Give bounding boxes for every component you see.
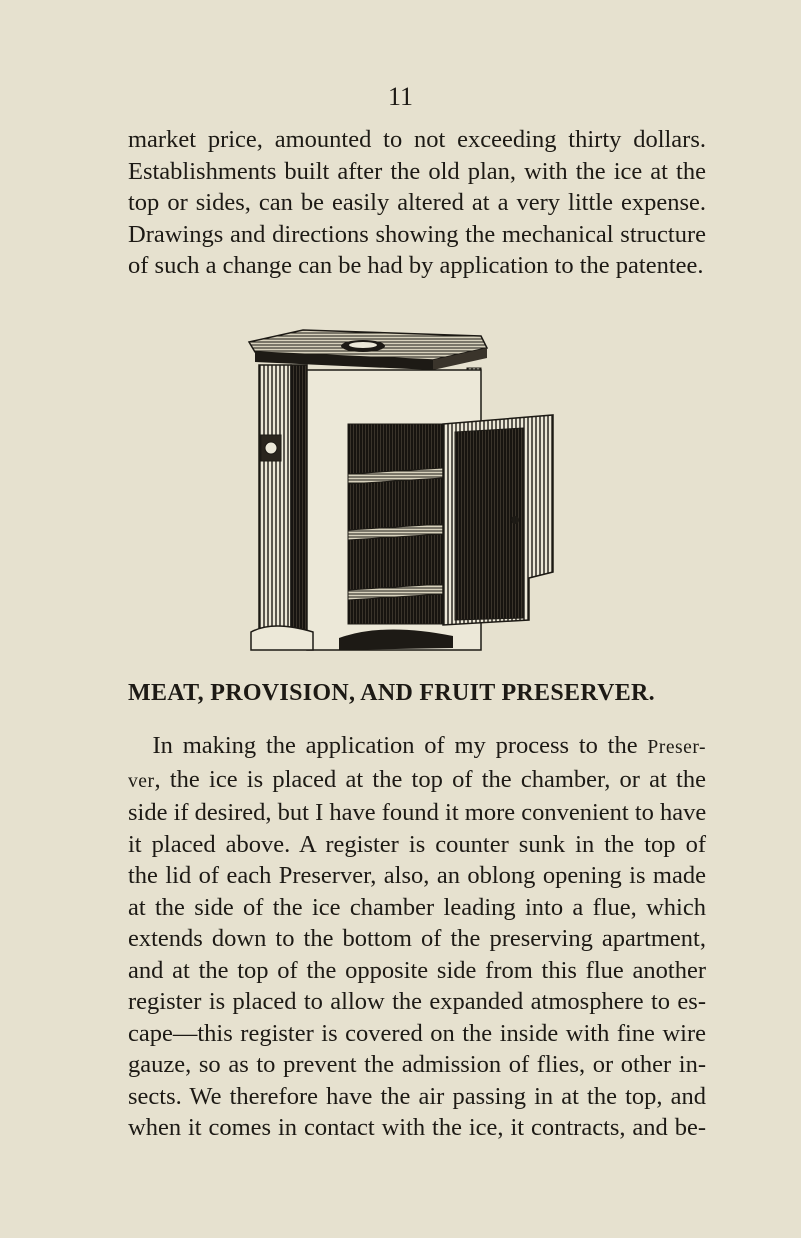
section-heading: MEAT, PROVISION, AND FRUIT PRESERVER. xyxy=(128,680,655,706)
small-caps-word: Preser- xyxy=(647,737,706,758)
text-fragment: In making the application of my process to the xyxy=(152,732,648,759)
text-line: register is placed to allow the expanded atmosphere to es- xyxy=(128,988,706,1015)
open-door xyxy=(443,415,553,625)
preserver-cabinet-illustration xyxy=(243,320,559,665)
small-caps-word: ver xyxy=(128,770,155,792)
text-line: cape—this register is covered on the inside with fine wire xyxy=(128,1019,706,1047)
cabinet-lid xyxy=(249,330,487,370)
preserver-paragraph xyxy=(128,730,706,1144)
text-line: extends down to the bottom of the preserving apartment, xyxy=(128,925,706,952)
text-line: market price, amounted to not exceeding thirty dollars. xyxy=(128,126,706,153)
text-line: it placed above. A register is counter sunk in the top of xyxy=(128,830,706,858)
text-line xyxy=(128,730,706,764)
text-fragment: , the ice is placed at the top of the chamber, or at the xyxy=(154,765,706,793)
text-line: and at the top of the opposite side from this flue another xyxy=(128,956,706,984)
page-number: 11 xyxy=(387,82,414,111)
opening-paragraph xyxy=(128,124,706,282)
text-line: sects. We therefore have the air passing in at the top, and xyxy=(128,1082,706,1110)
text-line: Drawings and directions showing the mechanical structure xyxy=(128,220,706,248)
text-line: gauze, so as to prevent the admission of flies, or other in- xyxy=(128,1051,706,1078)
text-line: when it comes in contact with the ice, it contracts, and be- xyxy=(128,1114,706,1141)
text-line: at the side of the ice chamber leading into a flue, which xyxy=(128,893,706,921)
text-line: of such a change can be had by application to the patentee. xyxy=(128,252,704,279)
text-line: top or sides, can be easily altered at a very little expense. xyxy=(128,189,706,216)
text-line xyxy=(128,764,706,798)
text-line: side if desired, but I have found it more convenient to have xyxy=(128,799,707,826)
cabinet-left-side xyxy=(259,365,307,645)
text-line: Establishments built after the old plan, with the ice at the xyxy=(128,157,706,185)
text-line: the lid of each Preserver, also, an oblong opening is made xyxy=(128,862,706,889)
